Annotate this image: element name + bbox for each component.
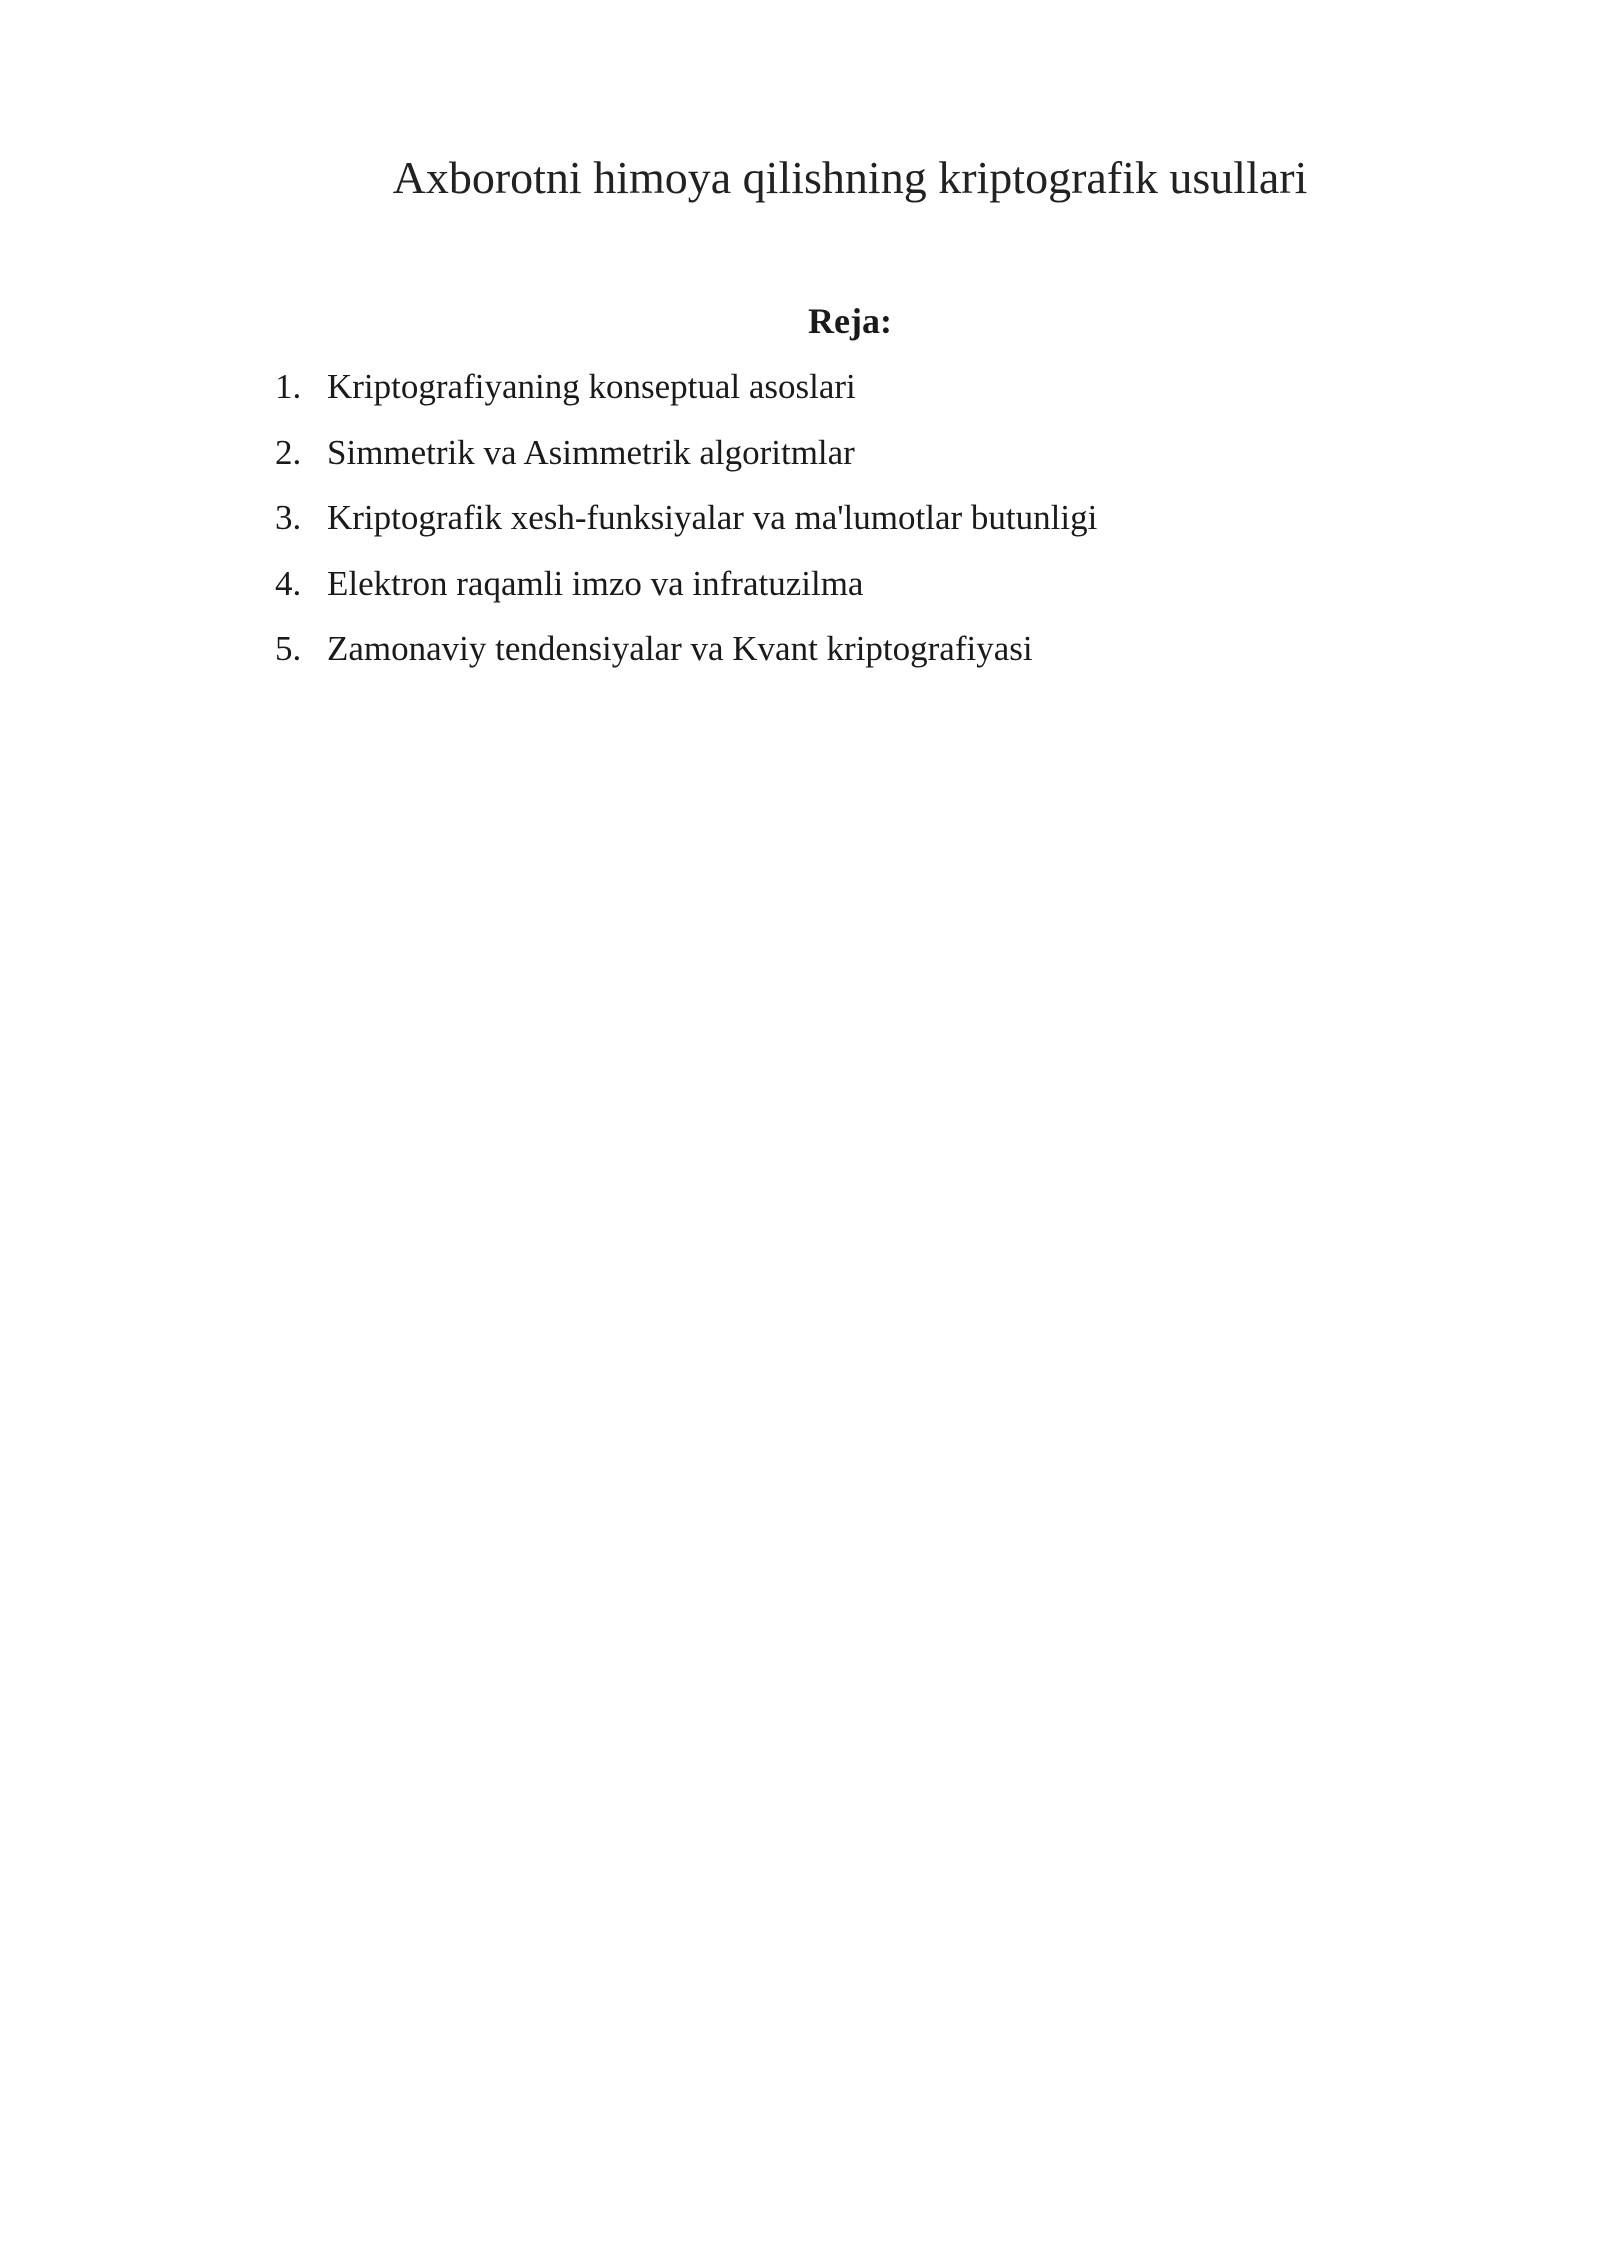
plan-item-text: Kriptografik xesh-funksiyalar va ma'lumotlar butunligi: [327, 498, 1098, 537]
plan-item-number: 2.: [275, 432, 302, 472]
plan-item-3: [275, 493, 1097, 559]
plan-item-5: [275, 624, 1097, 690]
document-title: Axborotni himoya qilishning kriptografik usullari: [392, 152, 1308, 203]
plan-item-1: [275, 362, 1097, 428]
plan-item-text: Zamonaviy tendensiyalar va Kvant kriptografiyasi: [327, 629, 1033, 668]
plan-item-text: Simmetrik va Asimmetrik algoritmlar: [327, 432, 855, 472]
plan-item-number: 1.: [275, 367, 302, 406]
plan-heading: Reja:: [808, 301, 892, 341]
plan-item-4: [275, 559, 1097, 625]
plan-item-text: Kriptografiyaning konseptual asoslari: [327, 367, 856, 406]
plan-item-number: 3.: [275, 498, 302, 537]
plan-item-number: 5.: [275, 629, 302, 668]
plan-item-number: 4.: [275, 563, 302, 603]
plan-list: [275, 362, 1097, 690]
plan-item-2: [275, 428, 1097, 494]
plan-item-text: Elektron raqamli imzo va infratuzilma: [327, 563, 864, 603]
